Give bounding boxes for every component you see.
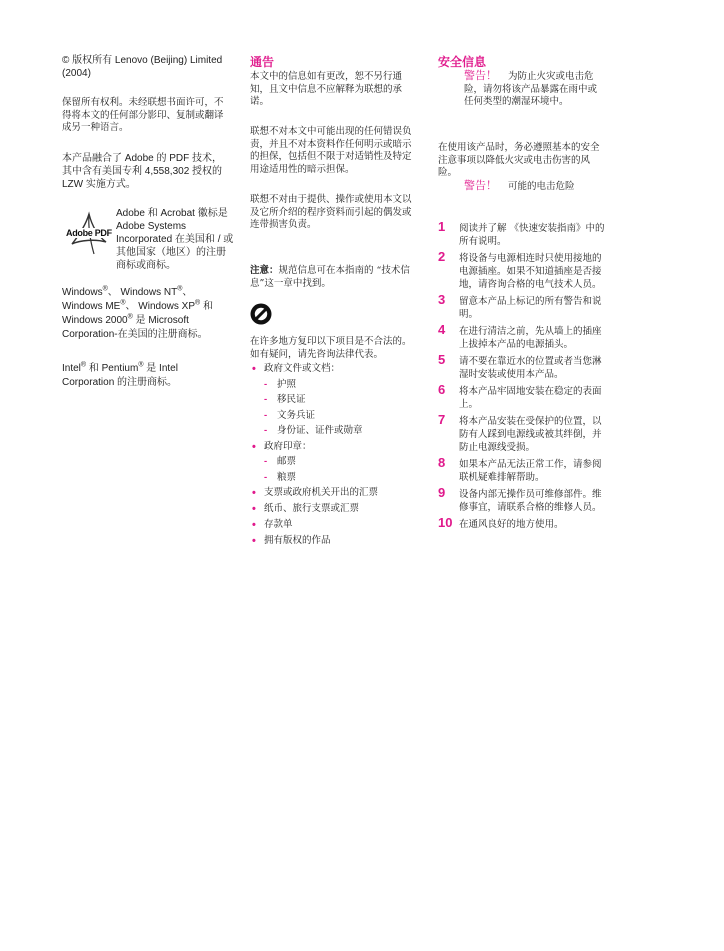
illegal-intro: 在许多地方复印以下项目是不合法的。如有疑问，请先咨询法律代表。 [250, 336, 412, 360]
list-item [250, 441, 415, 454]
windows-d: 、 Windows XP [125, 301, 195, 312]
rights-text: 保留所有权利。未经联想书面许可，不得将本文的任何部分影印、复制或翻译成另一种语言。 [62, 97, 224, 133]
safety-step [438, 352, 606, 381]
list-subitem [250, 472, 415, 485]
warning-shock-text: 可能的电击危险 [508, 181, 575, 192]
step-text: 如果本产品无法正常工作，请参阅联机疑难排解帮助。 [459, 459, 602, 483]
notice-title: 通告 [250, 55, 275, 69]
list-item [250, 503, 415, 516]
reg-mark: ® [177, 285, 183, 293]
list-item-label: 存款单 [264, 519, 293, 530]
intel-c: 是 Intel Corporation 的注册商标。 [62, 363, 178, 388]
windows-b: 、 Windows NT [107, 287, 178, 298]
note-label: 注意： [250, 265, 279, 276]
safety-step [438, 322, 606, 351]
list-item [250, 487, 415, 500]
dash: - [264, 425, 268, 436]
intel-a: Intel [62, 363, 81, 374]
safety-title: 安全信息 [438, 55, 487, 69]
list-subitem [250, 410, 415, 423]
intel-trademark-text [62, 362, 212, 390]
list-subitem-label: 移民证 [277, 394, 306, 405]
safety-step [438, 412, 606, 454]
adobe-pdf-logo-text: Adobe PDF [66, 228, 112, 238]
dash: - [264, 456, 268, 467]
step-text: 在进行清洁之前，先从墙上的插座上拔掉本产品的电源插头。 [459, 326, 602, 350]
notice-p2: 联想不对本文中可能出现的任何错误负责，并且不对本资料作任何明示或暗示的担保，包括但不限于对适销性及特定用途适用性的暗示担保。 [250, 126, 412, 175]
warning-fire-text: 为防止火灾或电击危险，请勿将该产品暴露在雨中或任何类型的潮湿环境中。 [464, 71, 598, 107]
step-text: 留意本产品上标记的所有警告和说明。 [459, 296, 602, 320]
warning-fire [464, 70, 604, 109]
note-body: 规范信息可在本指南的 “技术信息”这一章中找到。 [250, 265, 410, 289]
step-number: 2 [438, 249, 446, 264]
list-subitem-label: 护照 [277, 378, 297, 390]
safety-step [438, 485, 606, 514]
list-subitem [250, 394, 415, 407]
step-number: 4 [438, 322, 446, 337]
safety-intro: 在使用该产品时，务必遵照基本的安全注意事项以降低火灾或电击伤害的风险。 [438, 142, 600, 178]
list-item [250, 519, 415, 532]
list-item-label: 政府印章： [264, 440, 312, 452]
illegal-list [250, 363, 415, 551]
safety-step [438, 455, 606, 484]
list-subitem [250, 379, 415, 392]
dash: - [264, 471, 268, 483]
reg-mark: ® [80, 361, 87, 369]
notice-p1: 本文中的信息如有更改，恕不另行通知，且文中信息不应解释为联想的承诺。 [250, 71, 403, 107]
list-item-label: 纸币、旅行支票或汇票 [264, 503, 360, 514]
reg-mark: ® [120, 299, 126, 307]
safety-step [438, 382, 606, 411]
step-text: 将本产品牢固地安装在稳定的表面上。 [459, 386, 602, 410]
bullet: • [252, 535, 256, 547]
reg-mark: ® [102, 285, 108, 293]
step-number: 9 [438, 485, 446, 500]
copyright-text: © 版权所有 Lenovo (Beijing) Limited (2004) [62, 55, 223, 79]
intel-b: 和 Pentium [86, 363, 139, 374]
step-number: 8 [438, 455, 446, 470]
safety-step [438, 292, 606, 321]
step-number: 6 [438, 382, 446, 397]
windows-trademark-text [62, 286, 232, 342]
list-item [250, 535, 415, 548]
bullet: • [252, 503, 256, 515]
safety-steps [438, 219, 606, 535]
windows-f: 是 Microsoft Corporation-在美国的注册商标。 [62, 315, 208, 340]
step-text: 在通风良好的地方使用。 [459, 519, 564, 530]
warning-label: 警告！ [464, 69, 497, 82]
list-subitem [250, 456, 415, 469]
bullet: • [252, 487, 256, 499]
list-subitem [250, 425, 415, 438]
step-text: 将设备与电源相连时只使用接地的电源插座。如果不知道插座是否接地，请咨询合格的电气技术人员。 [459, 253, 602, 290]
reg-mark: ® [195, 299, 201, 307]
windows-c: 、 Windows ME [62, 287, 193, 312]
step-number: 3 [438, 292, 446, 307]
adobe-trademark-body: Adobe 和 Acrobat 徽标是 Adobe Systems Incorporated 在美国和 / 或其他国家（地区）的注册商标或商标。 [116, 208, 234, 271]
list-subitem-label: 邮票 [277, 456, 297, 467]
adobe-pdf-logo [66, 210, 112, 262]
list-subitem-label: 身份证、证件或勋章 [277, 425, 363, 436]
pdf-tech-text: 本产品融合了 Adobe 的 PDF 技术，其中含有美国专利 4,558,302 授权的 LZW 实施方式。 [62, 153, 223, 190]
warning-shock [464, 180, 604, 194]
step-number: 7 [438, 412, 446, 427]
bullet: • [252, 363, 256, 375]
list-subitem-label: 文务兵证 [277, 409, 316, 421]
bullet: • [252, 519, 256, 531]
dash: - [264, 378, 268, 390]
windows-a: Windows [62, 287, 103, 298]
bullet: • [252, 440, 256, 453]
list-subitem-label: 粮票 [277, 471, 297, 483]
step-text: 请不要在靠近水的位置或者当您淋湿时安装或使用本产品。 [459, 356, 602, 380]
list-item [250, 363, 415, 376]
notice-p3: 联想不对由于提供、操作或使用本文以及它所介绍的程序资料而引起的偶发或连带损害负责。 [250, 194, 412, 230]
list-item-label: 拥有版权的作品 [264, 535, 331, 546]
dash: - [264, 409, 268, 421]
step-number: 10 [438, 515, 453, 530]
reg-mark: ® [138, 361, 144, 369]
warning-label: 警告！ [464, 179, 497, 192]
adobe-trademark-text [116, 207, 234, 272]
safety-step [438, 249, 606, 291]
list-item-label: 政府文件或文档： [264, 363, 341, 374]
safety-step [438, 219, 606, 248]
note-text [250, 265, 416, 290]
list-item-label: 支票或政府机关开出的汇票 [264, 487, 379, 498]
windows-e: 和 Windows 2000 [62, 301, 213, 326]
step-text: 设备内部无操作员可维修部件。维修事宜，请联系合格的维修人员。 [459, 489, 602, 513]
step-text: 将本产品安装在受保护的位置，以防有人踩到电源线或被其绊倒，并防止电源线受损。 [459, 416, 602, 453]
step-number: 5 [438, 352, 446, 367]
safety-step [438, 515, 606, 531]
step-text: 阅读并了解 《快速安装指南》中的所有说明。 [459, 223, 605, 247]
reg-mark: ® [127, 313, 133, 321]
dash: - [264, 394, 268, 405]
prohibited-icon [250, 303, 272, 329]
step-number: 1 [438, 219, 446, 234]
